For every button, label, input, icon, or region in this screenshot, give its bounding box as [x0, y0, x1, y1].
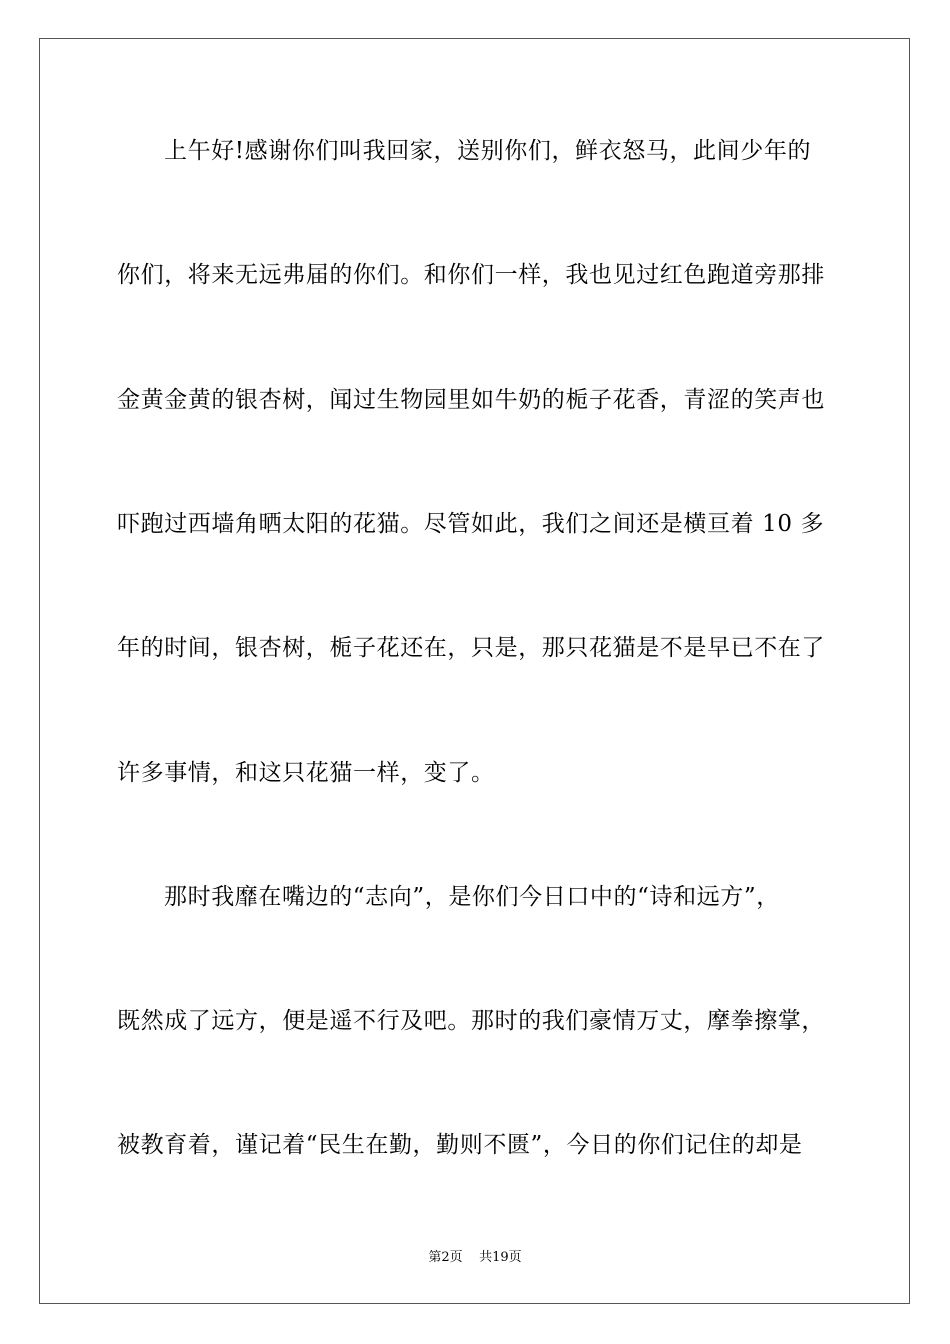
paragraph-line: 既然成了远方，便是遥不行及吧。那时的我们豪情万丈，摩拳擦掌， — [117, 1008, 825, 1034]
paragraph-line: 许多事情，和这只花猫一样，变了。 — [117, 760, 495, 786]
paragraph-line: 被教育着，谨记着“民生在勤，勤则不匮”，今日的你们记住的却是 — [117, 1132, 803, 1158]
page-number: 第2页 — [428, 1250, 463, 1265]
paragraph-line: 你们，将来无远弗届的你们。和你们一样，我也见过红色跑道旁那排 — [117, 262, 825, 288]
paragraph-line: 金黄金黄的银杏树，闻过生物园里如牛奶的栀子花香，青涩的笑声也 — [117, 387, 825, 413]
paragraph-line: 年的时间，银杏树，栀子花还在，只是，那只花猫是不是早已不在了 — [117, 635, 825, 661]
page-footer — [0, 1250, 950, 1266]
paragraph-line: 上午好!感谢你们叫我回家，送别你们，鲜衣怒马，此间少年的 — [164, 138, 812, 164]
paragraph-line: 那时我靡在嘴边的“志向”，是你们今日口中的“诗和远方”， — [164, 884, 780, 910]
page-frame — [39, 38, 910, 1304]
paragraph-line: 吓跑过西墙角晒太阳的花猫。尽管如此，我们之间还是横亘着 10 多 — [117, 511, 825, 537]
total-pages: 共19页 — [479, 1250, 522, 1265]
